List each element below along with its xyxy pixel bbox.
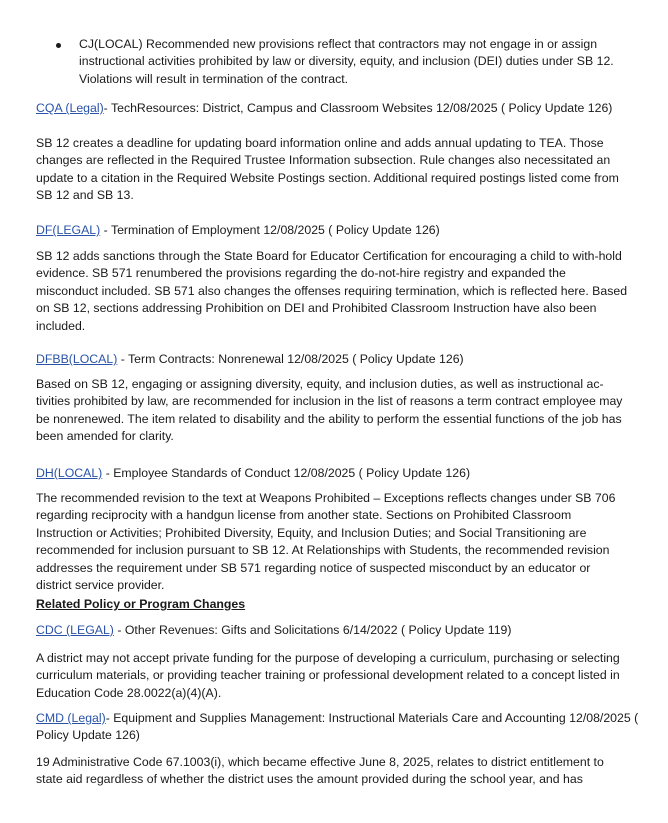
policy-link-cdc[interactable]: CDC (LEGAL) (36, 623, 114, 637)
policy-link-cqa[interactable]: CQA (Legal) (36, 101, 104, 115)
entry-body-dh: The recommended revision to the text at Weapons Prohibited – Exceptions reflects changes under SB 706 regarding reciprocity with a handgun license from another state. Sections on Prohibited Classroom Instruction or Activities; Prohibited Diversity, Equity, and Inclusion Duties; and Social Transitioning are recommended for inclusion pursuant to SB 12. At Relationships with Students, the recommended revision addresses the requirement under SB 571 regarding notice of suspected misconduct by an educator or district service provider. (36, 491, 616, 593)
entry-title: - Employee Standards of Conduct 12/08/2025 ( Policy Update 126) (102, 466, 471, 480)
entry-heading-dfbb (36, 351, 636, 368)
entry-body-cmd: 19 Administrative Code 67.1003(i), which became effective June 8, 2025, relates to district entitlement to state aid regardless of whether the district uses the amount provided during the school year, and has (36, 755, 604, 787)
entry-title: - Other Revenues: Gifts and Solicitations 6/14/2022 ( Policy Update 119) (113, 623, 512, 637)
bullet-dot (56, 43, 61, 48)
entry-title: - Term Contracts: Nonrenewal 12/08/2025 ( Policy Update 126) (117, 352, 464, 366)
policy-link-dh[interactable]: DH(LOCAL) (36, 466, 103, 480)
bullet-item-cj-local (50, 36, 630, 88)
entry-title: - Equipment and Supplies Management: Instructional Materials Care and Accounting 12/08/2025 ( Policy Update 126) (36, 711, 639, 743)
entry-heading-dh (36, 465, 636, 482)
entry-heading-cmd (36, 710, 664, 745)
entry-body-cdc: A district may not accept private funding for the purpose of developing a curriculum, purchasing or selecting curriculum materials, or providing teacher training or professional development related to a concept listed in Education Code 28.0022(a)(4)(A). (36, 651, 620, 700)
entry-body-cqa: SB 12 creates a deadline for updating board information online and adds annual updating to TEA. Those changes are reflected in the Required Trustee Information subsection. Rule changes also necessitated an update to a citation in the Required Website Postings section. Additional required postings listed come from SB 12 and SB 13. (36, 136, 619, 203)
entry-body-dfbb: Based on SB 12, engaging or assigning diversity, equity, and inclusion duties, as well as instructional ac-tivities prohibited by law, are recommended for inclusion in the list of reasons a term contract employee may be nonrenewed. The item related to disability and the ability to perform the essential functions of the job has been amended for clarity. (36, 377, 623, 444)
entry-title: - TechResources: District, Campus and Classroom Websites 12/08/2025 ( Policy Update 126) (103, 101, 613, 115)
policy-link-cmd[interactable]: CMD (Legal) (36, 711, 106, 725)
related-changes-heading: Related Policy or Program Changes (36, 597, 246, 611)
entry-heading-df (36, 222, 636, 239)
entry-heading-cdc (36, 622, 636, 639)
policy-link-df[interactable]: DF(LEGAL) (36, 223, 101, 237)
bullet-text: CJ(LOCAL) Recommended new provisions reflect that contractors may not engage in or assign instructional activities prohibited by law or diversity, equity, and inclusion (DEI) duties under SB 12. Violations will result in termination of the contract. (79, 37, 614, 86)
policy-link-dfbb[interactable]: DFBB(LOCAL) (36, 352, 118, 366)
entry-title: - Termination of Employment 12/08/2025 ( Policy Update 126) (100, 223, 440, 237)
entry-body-df: SB 12 adds sanctions through the State Board for Educator Certification for encouraging a child to with-hold evidence. SB 571 renumbered the provisions regarding the do-not-hire registry and expanded the misconduct included. SB 571 also changes the offenses requiring termination, which is reflected here. Based on SB 12, sections addressing Prohibition on DEI and Prohibited Classroom Instruction have also been included. (36, 249, 628, 333)
entry-heading-cqa (36, 100, 636, 117)
